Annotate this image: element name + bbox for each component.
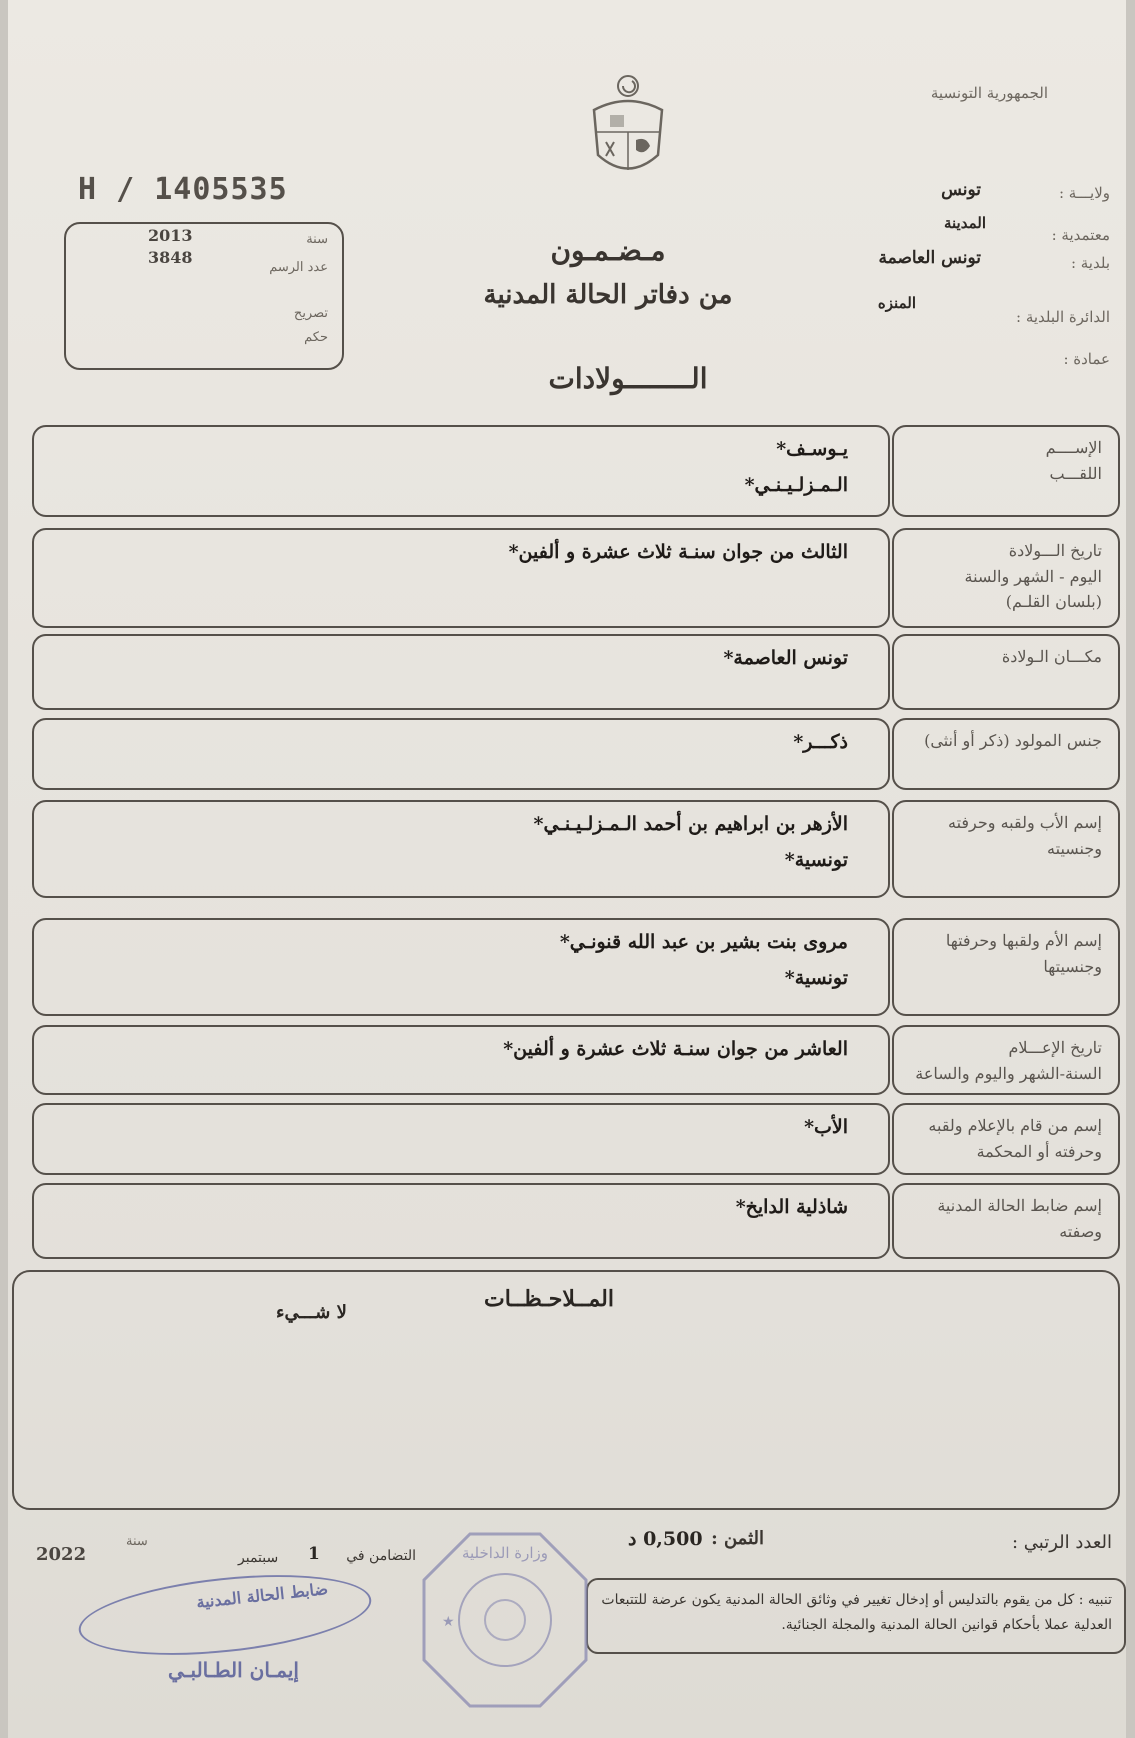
official-seal-icon — [420, 1530, 590, 1710]
registration-number: 3848 — [148, 248, 193, 267]
price-label: الثمن : — [711, 1528, 764, 1549]
record-value: شاذلية الدايخ* — [735, 1196, 848, 1218]
record-label-box — [892, 1025, 1120, 1095]
record-label: إسم الأب ولقبه وحرفته وجنسيته — [948, 813, 1102, 858]
serial-label: العدد الرتبي : — [1011, 1532, 1112, 1553]
registration-box — [64, 222, 344, 370]
header-field-label: معتمدية : — [1051, 226, 1110, 244]
record-value: العاشر من جوان سنـة ثلاث عشرة و ألفين* — [503, 1038, 848, 1060]
year-label-footer: سنة — [126, 1534, 148, 1549]
record-value: مروى بنت بشير بن عبد الله قنونـي* تونسية* — [559, 931, 848, 990]
record-value-box — [32, 634, 890, 710]
warning-box — [586, 1578, 1126, 1654]
record-label-box — [892, 800, 1120, 898]
record-label: إسم ضابط الحالة المدنية وصفته — [937, 1196, 1102, 1241]
record-value: الأب* — [804, 1116, 848, 1138]
serial-number: H / 1405535 — [78, 172, 288, 207]
record-label: تاريخ الإعـــلام السنة-الشهر واليوم والساعة — [915, 1038, 1102, 1083]
signature-name: إيمـان الطـالبـي — [168, 1658, 299, 1682]
header-field-label: عمادة : — [1063, 350, 1110, 368]
year-label: سنة — [306, 232, 328, 247]
section-title: الــــــــولادات — [548, 362, 708, 395]
record-label: جنس المولود (ذكر أو أنثى) — [924, 731, 1102, 750]
record-value: يـوسـف* الـمـزلـيـنـي* — [744, 438, 848, 497]
header-field-value: تونس — [941, 180, 981, 200]
record-label-box — [892, 634, 1120, 710]
header-field — [816, 214, 1126, 248]
warning-text: تنبيه : كل من يقوم بالتدليس أو إدخال تغيير في وثائق الحالة المدنية يكون عرضة للتتبعات العدلية عملا بأحكام قوانين الحالة المدنية والمجلة الجنائية. — [601, 1592, 1112, 1634]
signature-stamp — [75, 1563, 375, 1667]
record-value-box — [32, 800, 890, 898]
record-label: إسم من قام بالإعلام ولقبه وحرفته أو المحكمة — [928, 1116, 1102, 1161]
record-label-box — [892, 718, 1120, 790]
record-label-box — [892, 1103, 1120, 1175]
record-value-box — [32, 1183, 890, 1259]
record-value-box — [32, 1103, 890, 1175]
record-value-box — [32, 918, 890, 1016]
registration-year: 2013 — [148, 226, 193, 245]
record-label: تاريخ الـــولادة اليوم - الشهر والسنة (بلسان القلـم) — [964, 541, 1102, 612]
price-value: 0,500 د — [628, 1528, 703, 1550]
record-label-box — [892, 425, 1120, 517]
certified-label: التضامن في — [346, 1548, 416, 1564]
remarks-title: المــلاحـظــات — [484, 1286, 614, 1312]
header-field-label: الدائرة البلدية : — [1016, 308, 1110, 326]
record-label: مكـــان الـولادة — [1001, 647, 1102, 666]
republic-label: الجمهورية التونسية — [930, 84, 1048, 102]
header-field-value: المنزه — [877, 294, 916, 312]
certified-day: 1 — [308, 1544, 320, 1564]
number-label: عدد الرسم — [269, 260, 328, 275]
header-field-label: ولايـــة : — [1058, 184, 1110, 202]
record-value-box — [32, 718, 890, 790]
record-label-box — [892, 1183, 1120, 1259]
remarks-value: لا شـــيء — [276, 1302, 347, 1323]
header-field — [816, 180, 1126, 214]
document-page — [8, 0, 1126, 1738]
record-label: الإســــم اللقـــب — [1045, 438, 1102, 483]
record-value-box — [32, 1025, 890, 1095]
svg-text:★: ★ — [442, 1614, 455, 1630]
document-subtitle: من دفاتر الحالة المدنية — [483, 280, 733, 310]
record-value-box — [32, 528, 890, 628]
record-label: إسم الأم ولقبها وحرفتها وجنسيتها — [945, 931, 1102, 976]
record-label-box — [892, 918, 1120, 1016]
header-field — [816, 294, 1126, 346]
header-field — [816, 346, 1126, 376]
ruling-label: حكم — [304, 330, 328, 345]
tunisia-emblem-icon — [588, 70, 668, 185]
document-title: مـضـمـون — [550, 234, 666, 267]
record-value-box — [32, 425, 890, 517]
header-field-value: تونس العاصمة — [878, 248, 981, 268]
seal-text: وزارة الداخلية — [461, 1544, 549, 1562]
header-field-value: المدينة — [943, 214, 986, 232]
header-field-label: بلدية : — [1070, 254, 1110, 272]
remarks-box — [12, 1270, 1120, 1510]
record-label-box — [892, 528, 1120, 628]
certified-month: سبتمبر — [238, 1550, 279, 1566]
record-value: الثالث من جوان سنـة ثلاث عشرة و ألفين* — [508, 541, 848, 563]
record-value: ذكـــر* — [793, 731, 848, 753]
certified-year: 2022 — [36, 1544, 87, 1565]
record-value: الأزهر بن ابراهيم بن أحمد الـمـزلـيـنـي* تونسية* — [533, 813, 848, 872]
record-value: تونس العاصمة* — [723, 647, 848, 669]
declaration-label: تصريح — [293, 306, 328, 321]
header-field — [816, 248, 1126, 294]
header-fields — [816, 180, 1126, 376]
signature-title: ضابط الحالة المدنية — [195, 1579, 329, 1612]
